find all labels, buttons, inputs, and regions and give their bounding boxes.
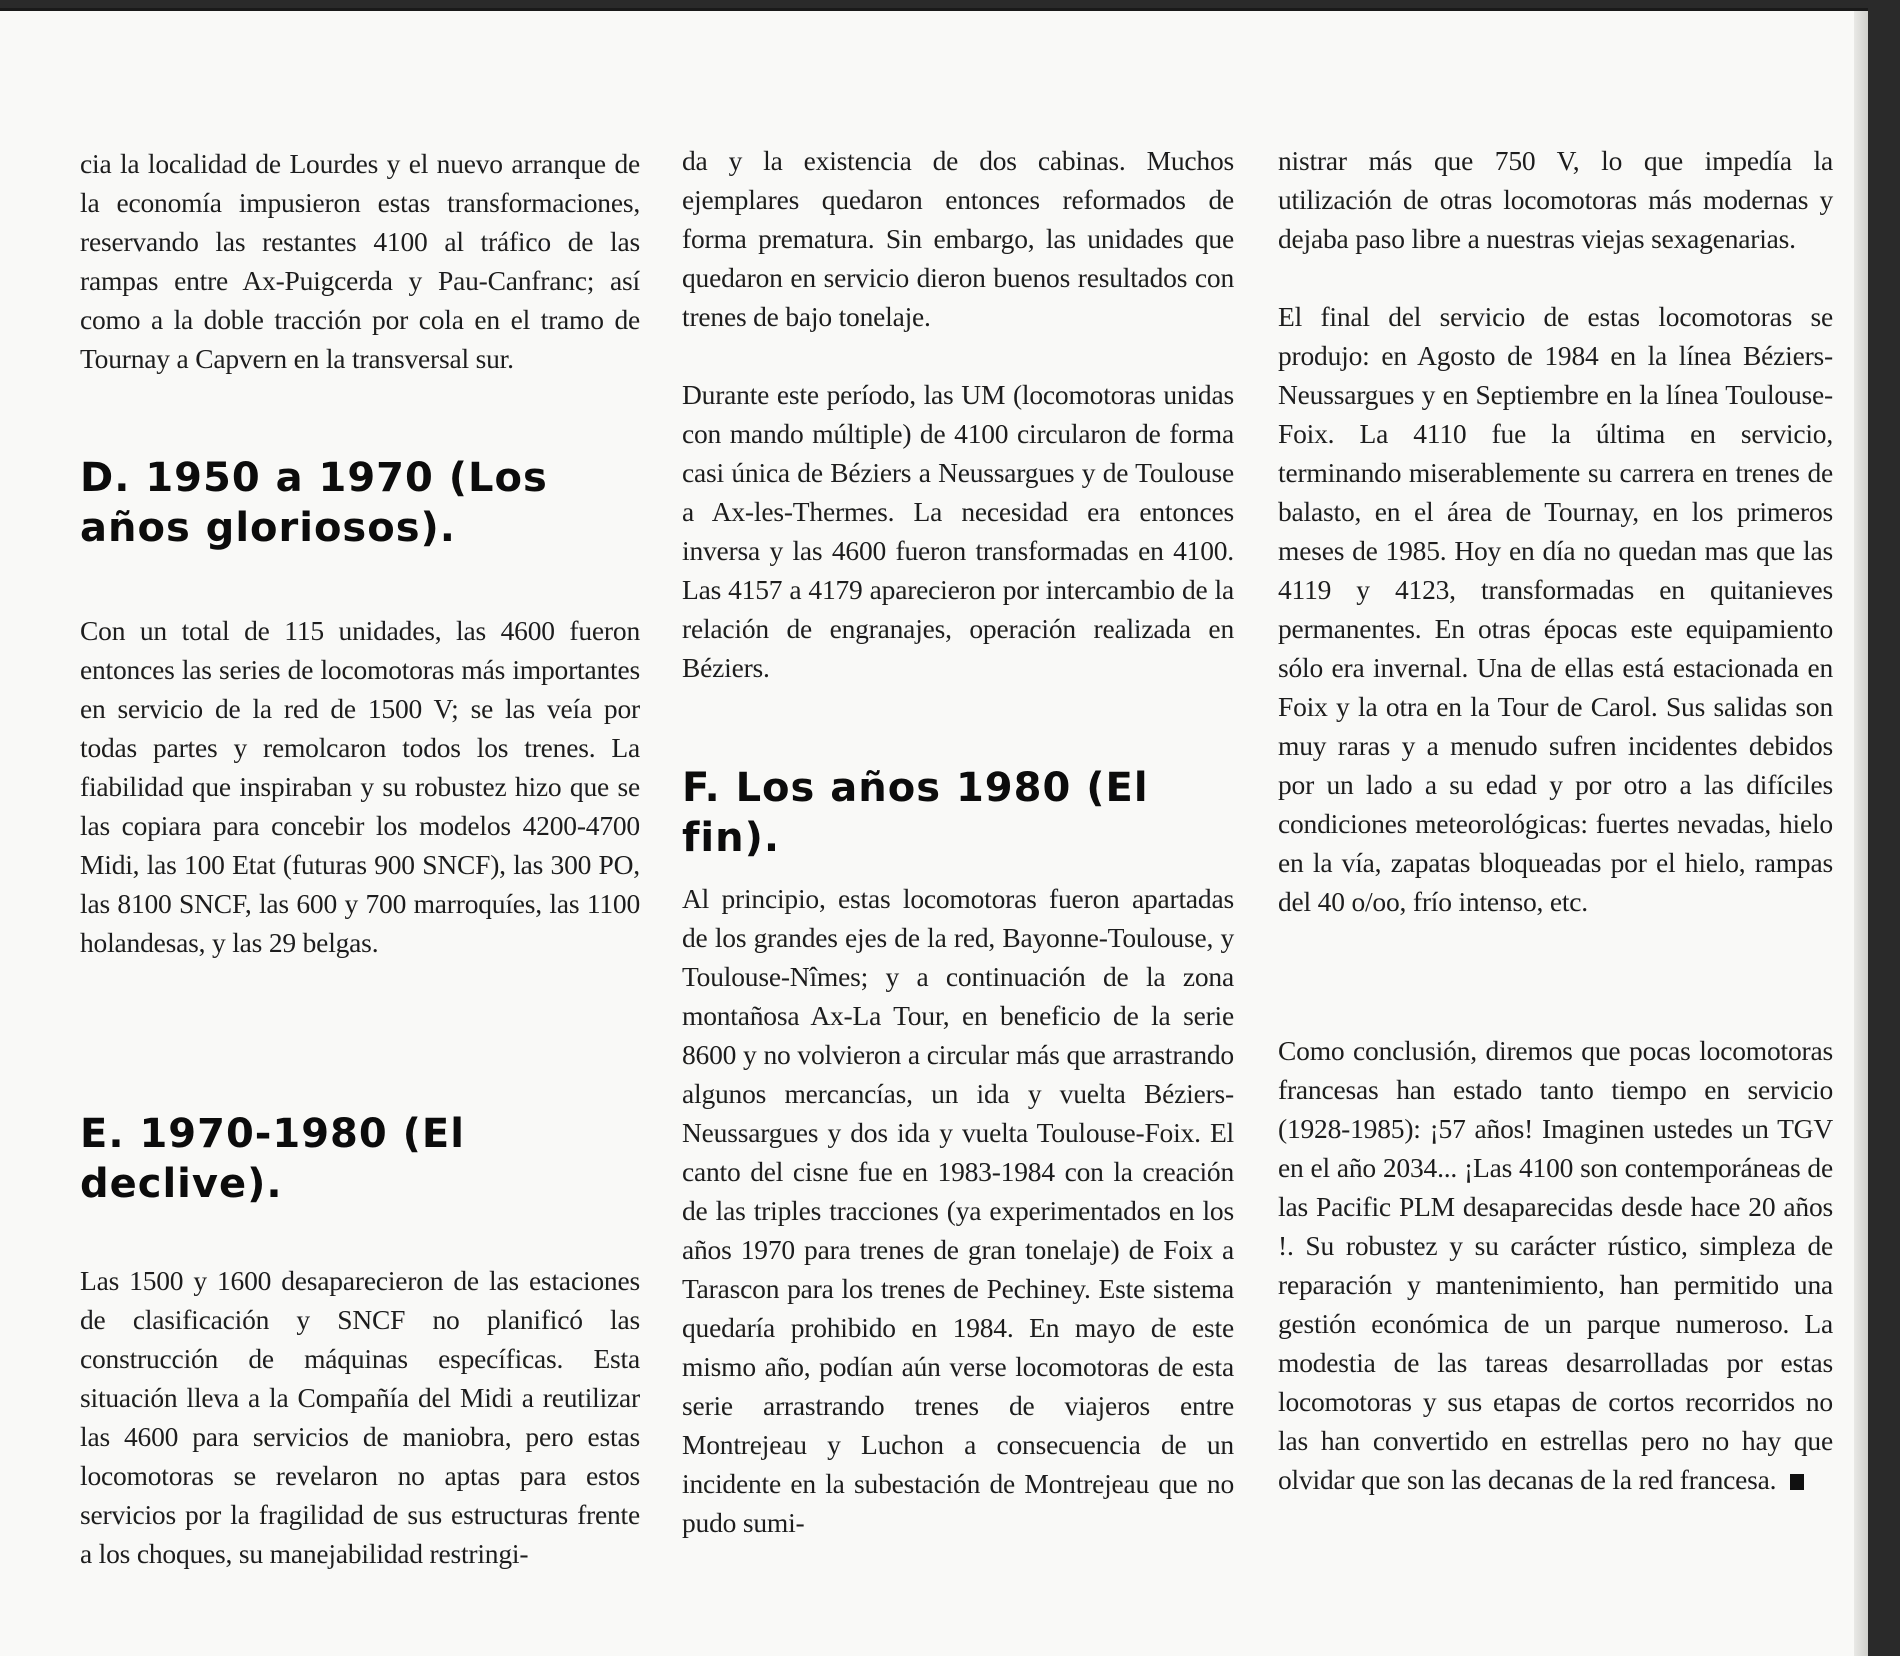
magazine-page — [0, 8, 1868, 1656]
paragraph-intro: cia la localidad de Lourdes y el nuevo arranque de la economía impusieron estas transformaciones, reservando las restantes 4100 al tráfico de las rampas entre Ax-Puigcerda y Pau-Canfranc; así como a la doble tracción por cola en el tramo de Tournay a Capvern en la transversal sur. — [80, 148, 640, 374]
paragraph-period-um: Durante este período, las UM (locomotoras unidas con mando múltiple) de 4100 circularon de forma casi única de Béziers a Neussargues y de Toulouse a Ax-les-Thermes. La necesidad era entonces inversa y las 4600 fueron transformadas en 4100. Las 4157 a 4179 aparecieron por intercambio de la relación de engranajes, operación realizada en Béziers. — [682, 379, 1234, 683]
paragraph-decline: Las 1500 y 1600 desaparecieron de las estaciones de clasificación y SNCF no planificó las construcción de máquinas específicas. Esta situación lleva a la Compañía del Midi a reutilizar las 4600 para servicios de maniobra, pero estas locomotoras se revelaron no aptas para estos servicios por la fragilidad de sus estructuras frente a los choques, su manejabilidad restringi- — [80, 1265, 640, 1569]
paragraph-decline-cont: da y la existencia de dos cabinas. Muchos ejemplares quedaron entonces reformados de forma prematura. Sin embargo, las unidades que quedaron en servicio dieron buenos resultados con trenes de bajo tonelaje. — [682, 145, 1234, 332]
paragraph-end-of-service: El final del servicio de estas locomotoras se produjo: en Agosto de 1984 en la línea Béziers-Neussargues y en Septiembre en la línea Toulouse-Foix. La 4110 fue la última en servicio, terminando miserablemente su carrera en trenes de balasto, en el área de Tournay, en los primeros meses de 1985. Hoy en día no quedan mas que las 4119 y 4123, transformadas en quitanieves permanentes. En otras épocas este equipamiento sólo era invernal. Una de ellas está estacionada en Foix y la otra en la Tour de Carol. Sus salidas son muy raras y a menudo sufren incidentes debidos por un lado a su edad y por otro a las difíciles condiciones meteorológicas: fuertes nevadas, hielo en la vía, zapatas bloqueadas por el hielo, rampas del 40 o/oo, frío intenso, etc. — [1278, 301, 1833, 917]
conclusion-text: Como conclusión, diremos que pocas locomotoras francesas han estado tanto tiempo en servicio (1928-1985): ¡57 años! Imaginen ustedes un TGV en el año 2034... ¡Las 4100 son contemporáneas de las Pacific PLM desaparecidas desde hace 20 años !. Su robustez y su carácter rústico, simpleza de reparación y mantenimiento, han permitido una gestión económica de un parque numeroso. La modestia de las tareas desarrolladas por estas locomotoras y sus etapas de cortos recorridos no las han convertido en estrellas pero no hay que olvidar que son las decanas de la red francesa. — [1278, 1035, 1833, 1495]
section-heading-e: E. 1970-1980 (El declive). — [80, 1111, 465, 1207]
section-heading-f: F. Los años 1980 (El fin). — [682, 765, 1149, 861]
end-of-article-mark — [1790, 1474, 1804, 1490]
paragraph-the-end: Al principio, estas locomotoras fueron apartadas de los grandes ejes de la red, Bayonne-Toulouse, y Toulouse-Nîmes; y a continuación de la zona montañosa Ax-La Tour, en beneficio de la serie 8600 y no volvieron a circular más que arrastrando algunos mercancías, un ida y vuelta Béziers-Neussargues y dos ida y vuelta Toulouse-Foix. El canto del cisne fue en 1983-1984 con la creación de las triples tracciones (ya experimentados en los años 1970 para trenes de gran tonelaje) de Foix a Tarascon para los trenes de Pechiney. Este sistema quedaría prohibido en 1984. En mayo de este mismo año, podían aún verse locomotoras de esta serie arrastrando trenes de viajeros entre Montrejeau y Luchon a consecuencia de un incidente en la subestación de Montrejeau que no pudo sumi- — [682, 883, 1234, 1538]
paragraph-end-cont: nistrar más que 750 V, lo que impedía la utilización de otras locomotoras más modernas y dejaba paso libre a nuestras viejas sexagenarias. — [1278, 145, 1833, 254]
paragraph-glorious-years: Con un total de 115 unidades, las 4600 fueron entonces las series de locomotoras más importantes en servicio de la red de 1500 V; se las veía por todas partes y remolcaron todos los trenes. La fiabilidad que inspiraban y su robustez hizo que se las copiara para concebir los modelos 4200-4700 Midi, las 100 Etat (futuras 900 SNCF), las 300 PO, las 8100 SNCF, las 600 y 700 marroquíes, las 1100 holandesas, y las 29 belgas. — [80, 615, 640, 958]
section-heading-d: D. 1950 a 1970 (Los años gloriosos). — [80, 455, 548, 551]
paragraph-conclusion — [1278, 1031, 1833, 1499]
